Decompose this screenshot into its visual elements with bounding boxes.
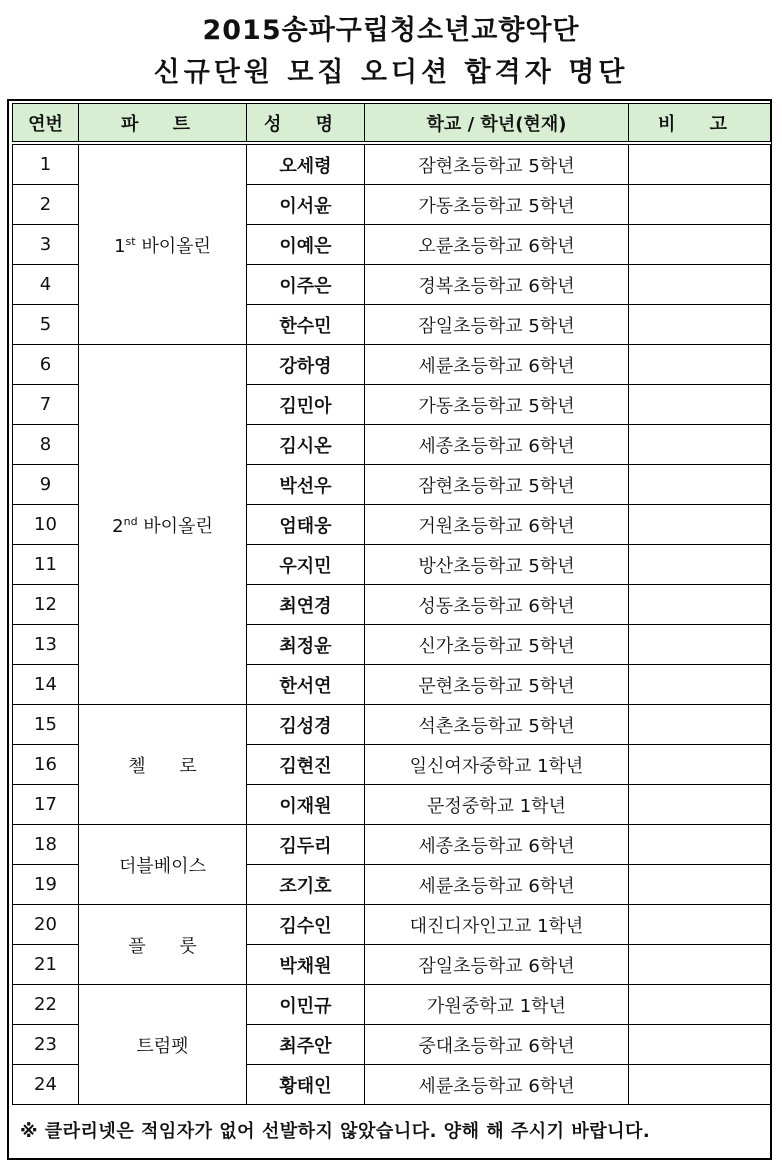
cell-part [79,705,247,825]
cell-school: 문현초등학교 5학년 [365,665,629,705]
table-body [13,145,771,1105]
cell-no: 16 [13,745,79,785]
cell-no: 2 [13,185,79,225]
cell-part [79,905,247,985]
cell-name: 최주안 [247,1025,365,1065]
cell-no: 22 [13,985,79,1025]
cell-name: 이재원 [247,785,365,825]
cell-no: 21 [13,945,79,985]
cell-school: 가동초등학교 5학년 [365,185,629,225]
cell-name: 김현진 [247,745,365,785]
table-row [13,345,771,385]
cell-school: 세륜초등학교 6학년 [365,345,629,385]
part-label: 바이올린 [143,515,213,537]
cell-remark [629,985,771,1025]
page-subtitle: 신규단원 모집 오디션 합격자 명단 [153,57,629,88]
cell-name: 한수민 [247,305,365,345]
results-table [12,103,771,1105]
table-row [13,985,771,1025]
cell-no: 18 [13,825,79,865]
cell-school: 경복초등학교 6학년 [365,265,629,305]
cell-remark [629,185,771,225]
cell-remark [629,705,771,745]
cell-school: 오륜초등학교 6학년 [365,225,629,265]
cell-school: 세종초등학교 6학년 [365,825,629,865]
part-label: 바이올린 [141,235,211,257]
cell-part [79,985,247,1105]
cell-name: 이서윤 [247,185,365,225]
header-name: 성 명 [247,104,365,142]
cell-school: 석촌초등학교 5학년 [365,705,629,745]
cell-school: 방산초등학교 5학년 [365,545,629,585]
cell-no: 5 [13,305,79,345]
cell-name: 박선우 [247,465,365,505]
part-ordinal: 1 [114,235,126,257]
cell-name: 이민규 [247,985,365,1025]
header-school: 학교 / 학년(현재) [365,104,629,142]
cell-no: 20 [13,905,79,945]
cell-part [79,145,247,345]
cell-no: 1 [13,145,79,185]
cell-remark [629,745,771,785]
table-row [13,705,771,745]
cell-remark [629,585,771,625]
header-remark: 비 고 [629,104,771,142]
cell-remark [629,1025,771,1065]
cell-no: 9 [13,465,79,505]
cell-name: 김민아 [247,385,365,425]
header-part: 파 트 [79,104,247,142]
cell-school: 잠현초등학교 5학년 [365,465,629,505]
cell-school: 일신여자중학교 1학년 [365,745,629,785]
cell-name: 김두리 [247,825,365,865]
cell-school: 대진디자인고교 1학년 [365,905,629,945]
cell-name: 최정윤 [247,625,365,665]
cell-no: 4 [13,265,79,305]
cell-name: 황태인 [247,1065,365,1105]
cell-school: 가동초등학교 5학년 [365,385,629,425]
cell-remark [629,385,771,425]
cell-no: 17 [13,785,79,825]
cell-remark [629,305,771,345]
cell-no: 15 [13,705,79,745]
cell-name: 강하영 [247,345,365,385]
table-row [13,145,771,185]
cell-remark [629,625,771,665]
table-row [13,905,771,945]
cell-remark [629,865,771,905]
table-header-row [13,104,771,142]
cell-remark [629,665,771,705]
cell-no: 7 [13,385,79,425]
part-label: 첼 로 [128,755,197,777]
cell-name: 박채원 [247,945,365,985]
cell-name: 조기호 [247,865,365,905]
cell-remark [629,1065,771,1105]
cell-name: 김시온 [247,425,365,465]
cell-no: 3 [13,225,79,265]
cell-name: 우지민 [247,545,365,585]
cell-school: 신가초등학교 5학년 [365,625,629,665]
cell-remark [629,905,771,945]
part-ordinal-suffix: nd [123,514,138,528]
cell-no: 11 [13,545,79,585]
cell-no: 12 [13,585,79,625]
cell-remark [629,345,771,385]
part-label: 트럼펫 [136,1035,189,1057]
cell-no: 13 [13,625,79,665]
cell-no: 8 [13,425,79,465]
cell-remark [629,945,771,985]
cell-no: 14 [13,665,79,705]
cell-school: 세종초등학교 6학년 [365,425,629,465]
part-label: 플 룻 [128,935,197,957]
cell-remark [629,265,771,305]
cell-school: 거원초등학교 6학년 [365,505,629,545]
page-title: 2015송파구립청소년교향악단 [202,15,580,46]
cell-remark [629,505,771,545]
cell-no: 24 [13,1065,79,1105]
cell-no: 19 [13,865,79,905]
cell-name: 김성경 [247,705,365,745]
cell-school: 문정중학교 1학년 [365,785,629,825]
cell-name: 한서연 [247,665,365,705]
cell-no: 6 [13,345,79,385]
cell-school: 성동초등학교 6학년 [365,585,629,625]
cell-school: 잠현초등학교 5학년 [365,145,629,185]
cell-school: 세륜초등학교 6학년 [365,865,629,905]
cell-no: 23 [13,1025,79,1065]
cell-school: 중대초등학교 6학년 [365,1025,629,1065]
cell-remark [629,225,771,265]
cell-name: 이예은 [247,225,365,265]
cell-name: 엄태웅 [247,505,365,545]
cell-school: 가원중학교 1학년 [365,985,629,1025]
part-ordinal: 2 [112,515,124,537]
cell-school: 잠일초등학교 6학년 [365,945,629,985]
cell-name: 최연경 [247,585,365,625]
part-ordinal-suffix: st [125,234,136,248]
cell-remark [629,465,771,505]
cell-name: 이주은 [247,265,365,305]
cell-no: 10 [13,505,79,545]
cell-remark [629,545,771,585]
cell-remark [629,785,771,825]
cell-part [79,825,247,905]
cell-part [79,345,247,705]
cell-remark [629,145,771,185]
cell-name: 오세령 [247,145,365,185]
cell-remark [629,825,771,865]
cell-school: 잠일초등학교 5학년 [365,305,629,345]
footnote: ※ 클라리넷은 적임자가 없어 선발하지 않았습니다. 양해 해 주시기 바랍니다. [20,1121,651,1142]
table-row [13,825,771,865]
cell-remark [629,425,771,465]
part-label: 더블베이스 [119,855,206,877]
cell-name: 김수인 [247,905,365,945]
cell-school: 세륜초등학교 6학년 [365,1065,629,1105]
header-no: 연번 [13,104,79,142]
